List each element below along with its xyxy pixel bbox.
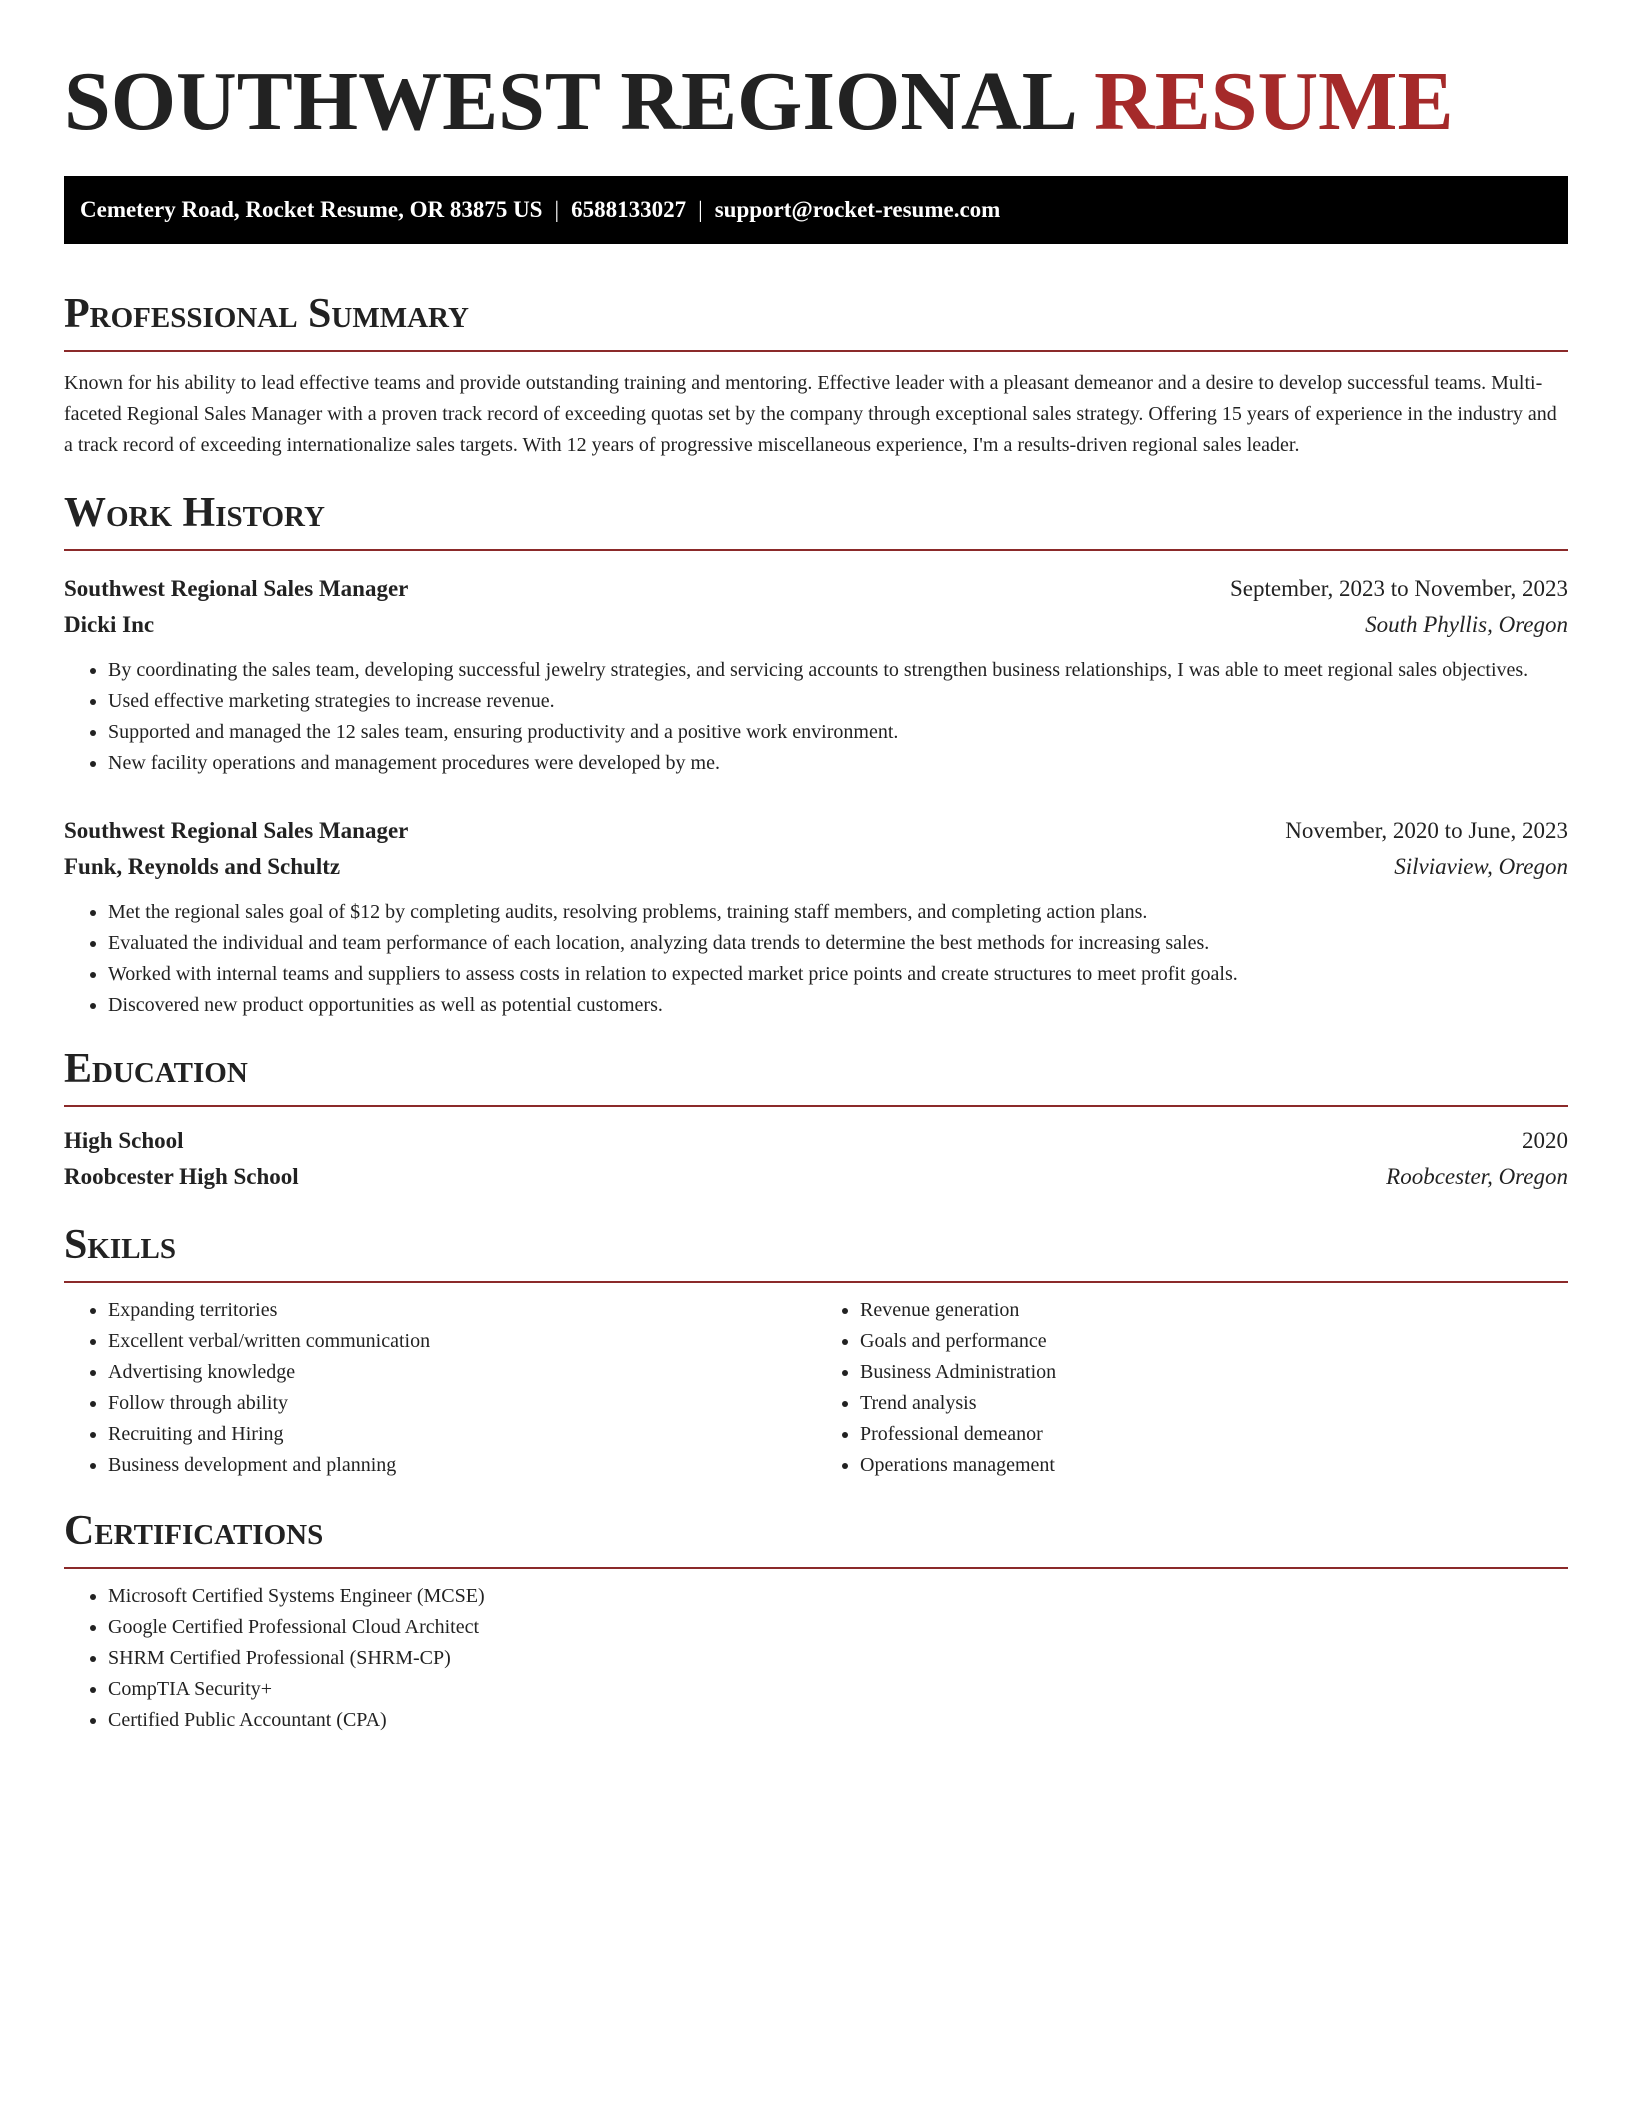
title-accent: RESUME — [1094, 55, 1454, 148]
skills-section — [64, 1219, 1568, 1481]
skills-list-left — [64, 1295, 816, 1481]
summary-text: Known for his ability to lead effective teams and provide outstanding training and mentoring. Effective leader with a pleasant demeanor and a desire to develop successful teams. Multi-faceted Regional Sales Manager with a proven track record of exceeding quotas set by the company through exceptional sales strategy. Offering 15 years of experience in the industry and a track record of exceeding internationalize sales targets. With 12 years of progressive miscellaneous experience, I'm a results-driven regional sales leader. — [64, 372, 1557, 456]
job-bullet: • New facility operations and management procedures were developed by me. — [108, 748, 1568, 779]
job-company: Funk, Reynolds and Schultz — [64, 854, 341, 879]
certification-item: • CompTIA Security+ — [108, 1674, 1568, 1705]
job-header-row — [64, 813, 1568, 849]
skill-item: • Revenue generation — [860, 1295, 1568, 1326]
job-dates: September, 2023 to November, 2023 — [1230, 576, 1568, 601]
job-dates: November, 2020 to June, 2023 — [1285, 818, 1568, 843]
certification-item: • SHRM Certified Professional (SHRM-CP) — [108, 1643, 1568, 1674]
contact-separator: | — [554, 197, 560, 222]
section-heading-work-history: Work History — [64, 487, 1568, 551]
contact-email[interactable]: support@rocket-resume.com — [714, 197, 1001, 222]
job-bullet: • Worked with internal teams and suppliers to assess costs in relation to expected market price points and create structures to meet profit goals. — [108, 959, 1568, 990]
section-heading-education: Education — [64, 1043, 1568, 1107]
certification-item: • Microsoft Certified Systems Engineer (MCSE) — [108, 1581, 1568, 1612]
resume-title — [64, 0, 1568, 152]
certification-item: • Google Certified Professional Cloud Architect — [108, 1612, 1568, 1643]
skills-columns — [64, 1295, 1568, 1481]
skill-item: • Advertising knowledge — [108, 1357, 816, 1388]
job-location: South Phyllis, Oregon — [1365, 612, 1568, 637]
education-location: Roobcester, Oregon — [1386, 1164, 1568, 1189]
section-heading-skills: Skills — [64, 1219, 1568, 1283]
contact-address: Cemetery Road, Rocket Resume, OR 83875 US — [80, 197, 543, 222]
job-company: Dicki Inc — [64, 612, 155, 637]
certifications-list — [64, 1581, 1568, 1736]
job-entry — [64, 813, 1568, 1021]
education-entry — [64, 1123, 1568, 1195]
education-school: Roobcester High School — [64, 1164, 299, 1189]
certifications-section — [64, 1505, 1568, 1736]
job-title: Southwest Regional Sales Manager — [64, 576, 409, 601]
job-bullets — [64, 897, 1568, 1021]
job-bullet: • Met the regional sales goal of $12 by completing audits, resolving problems, training staff members, and completing action plans. — [108, 897, 1568, 928]
education-year: 2020 — [1522, 1128, 1568, 1153]
job-header-row — [64, 571, 1568, 607]
job-bullet: • Supported and managed the 12 sales team, ensuring productivity and a positive work environment. — [108, 717, 1568, 748]
job-bullet: • Discovered new product opportunities as well as potential customers. — [108, 990, 1568, 1021]
job-bullet: • Used effective marketing strategies to increase revenue. — [108, 686, 1568, 717]
job-bullets — [64, 655, 1568, 779]
skill-item: • Operations management — [860, 1450, 1568, 1481]
job-company-row — [64, 849, 1568, 885]
skill-item: • Professional demeanor — [860, 1419, 1568, 1450]
job-bullet: • Evaluated the individual and team performance of each location, analyzing data trends to determine the best methods for increasing sales. — [108, 928, 1568, 959]
title-main: SOUTHWEST REGIONAL — [64, 55, 1074, 148]
section-heading-certifications: Certifications — [64, 1505, 1568, 1569]
contact-separator: | — [698, 197, 703, 222]
job-company-row — [64, 607, 1568, 643]
job-title: Southwest Regional Sales Manager — [64, 818, 409, 843]
skill-item: • Trend analysis — [860, 1388, 1568, 1419]
job-bullet: • By coordinating the sales team, developing successful jewelry strategies, and servicing accounts to strengthen business relationships, I was able to meet regional sales objectives. — [108, 655, 1568, 686]
contact-bar — [64, 176, 1568, 244]
skill-item: • Goals and performance — [860, 1326, 1568, 1357]
work-history-section — [64, 487, 1568, 1021]
skill-item: • Follow through ability — [108, 1388, 816, 1419]
skill-item: • Expanding territories — [108, 1295, 816, 1326]
certification-item: • Certified Public Accountant (CPA) — [108, 1705, 1568, 1736]
resume-page — [64, 0, 1568, 1736]
education-degree: High School — [64, 1128, 184, 1153]
skill-item: • Business development and planning — [108, 1450, 816, 1481]
education-school-row — [64, 1159, 1568, 1195]
skills-list-right — [816, 1295, 1568, 1481]
summary-section — [64, 288, 1568, 461]
contact-phone[interactable]: 6588133027 — [571, 197, 687, 222]
job-entry — [64, 571, 1568, 779]
education-header-row — [64, 1123, 1568, 1159]
section-heading-summary: Professional Summary — [64, 288, 1568, 352]
job-location: Silviaview, Oregon — [1394, 854, 1568, 879]
skill-item: • Excellent verbal/written communication — [108, 1326, 816, 1357]
education-section — [64, 1043, 1568, 1195]
skill-item: • Recruiting and Hiring — [108, 1419, 816, 1450]
skill-item: • Business Administration — [860, 1357, 1568, 1388]
